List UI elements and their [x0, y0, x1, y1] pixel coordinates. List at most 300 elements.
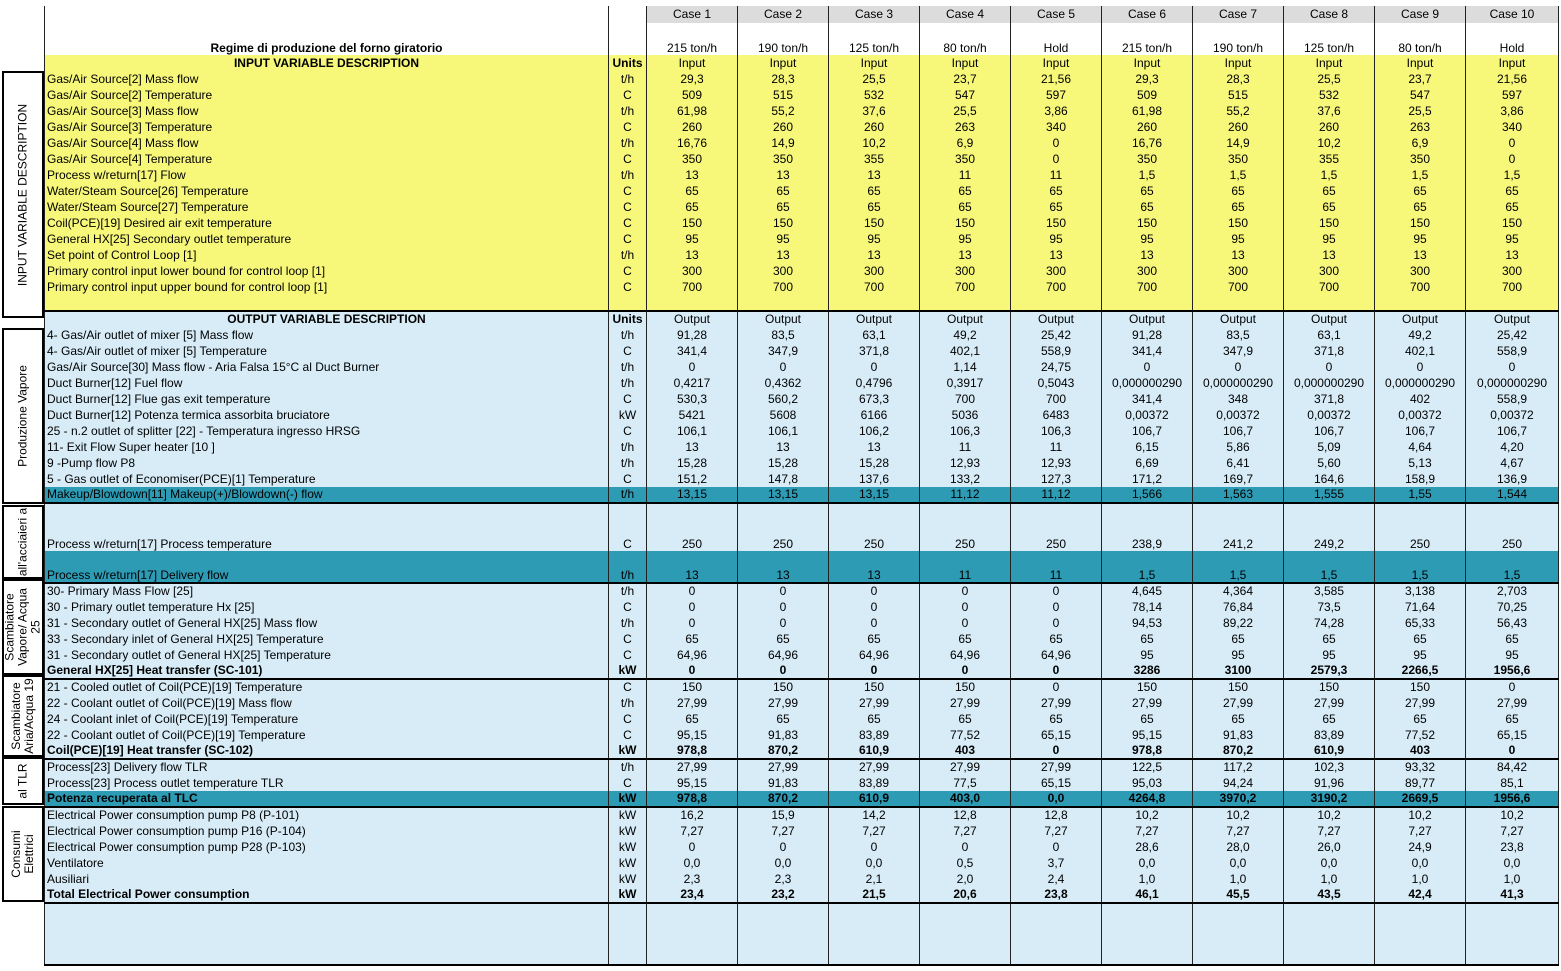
row-value: 95,15: [1102, 727, 1193, 743]
produzione-row: [45, 391, 1559, 407]
row-units: kW: [609, 407, 647, 423]
input-col-label: Input: [647, 55, 738, 71]
row-value: 0,000000290: [1375, 375, 1466, 391]
row-value: 5036: [920, 407, 1011, 423]
row-value: 21,5: [829, 887, 920, 903]
row-value: 870,2: [738, 743, 829, 759]
case-regime: Hold: [1011, 23, 1102, 55]
row-units: C: [609, 471, 647, 487]
spacer: [1193, 503, 1284, 519]
row-value: 0: [1466, 743, 1559, 759]
row-description: Process[23] Process outlet temperature TLR: [45, 775, 609, 791]
row-value: 700: [1466, 279, 1559, 295]
row-value: 95: [1193, 647, 1284, 663]
row-value: 171,2: [1102, 471, 1193, 487]
row-value: 0: [1466, 135, 1559, 151]
row-units: C: [609, 199, 647, 215]
row-value: 11,12: [920, 487, 1011, 503]
row-value: 65: [829, 631, 920, 647]
row-value: 73,5: [1284, 599, 1375, 615]
spacer: [1466, 903, 1559, 965]
regime-header-row: [45, 23, 1559, 55]
row-units: t/h: [609, 71, 647, 87]
row-value: 340: [1011, 119, 1102, 135]
row-value: 27,99: [920, 759, 1011, 775]
row-description: Gas/Air Source[2] Mass flow: [45, 71, 609, 87]
row-value: 127,3: [1011, 471, 1102, 487]
row-value: 0: [738, 583, 829, 599]
row-value: 1956,6: [1466, 791, 1559, 807]
row-value: 6,9: [920, 135, 1011, 151]
row-value: 4,64: [1375, 439, 1466, 455]
row-value: 65: [1011, 711, 1102, 727]
row-value: 77,5: [920, 775, 1011, 791]
row-value: 700: [920, 391, 1011, 407]
row-value: 300: [1466, 263, 1559, 279]
row-value: 4,20: [1466, 439, 1559, 455]
case-name: Case 7: [1193, 6, 1284, 23]
spacer: [1284, 503, 1375, 519]
row-value: 65: [1375, 183, 1466, 199]
row-units: C: [609, 679, 647, 695]
row-value: 95,03: [1102, 775, 1193, 791]
row-value: 95: [1102, 231, 1193, 247]
spacer: [920, 503, 1011, 519]
row-value: 24,9: [1375, 839, 1466, 855]
row-value: 515: [1193, 87, 1284, 103]
row-value: 150: [1284, 679, 1375, 695]
row-value: 300: [1284, 263, 1375, 279]
row-value: 41,3: [1466, 887, 1559, 903]
row-value: 341,4: [1102, 391, 1193, 407]
units-header-output: Units: [609, 311, 647, 327]
acciaieria-spacer: [45, 503, 1559, 519]
row-value: 700: [1375, 279, 1466, 295]
row-description: 30 - Primary outlet temperature Hx [25]: [45, 599, 609, 615]
row-value: 3,86: [1011, 103, 1102, 119]
row-value: 347,9: [1193, 343, 1284, 359]
row-value: 371,8: [1284, 391, 1375, 407]
row-units: t/h: [609, 247, 647, 263]
row-value: 978,8: [647, 791, 738, 807]
tlr-row: [45, 759, 1559, 775]
row-value: 13: [738, 247, 829, 263]
row-value: 1,5: [1466, 167, 1559, 183]
row-value: 0: [1011, 679, 1102, 695]
output-col-label: Output: [920, 311, 1011, 327]
row-value: 870,2: [1193, 743, 1284, 759]
row-value: 65: [1466, 711, 1559, 727]
row-value: 61,98: [1102, 103, 1193, 119]
spacer: [1466, 503, 1559, 519]
row-value: 83,89: [829, 775, 920, 791]
header-units-blank: [609, 23, 647, 55]
case-regime: Hold: [1466, 23, 1559, 55]
row-value: 136,9: [1466, 471, 1559, 487]
row-value: 1,555: [1284, 487, 1375, 503]
group-label-scambiatore-25: [2, 579, 44, 675]
spacer: [1193, 295, 1284, 311]
case-regime: 125 ton/h: [1284, 23, 1375, 55]
row-value: 7,27: [1102, 823, 1193, 839]
row-description: Electrical Power consumption pump P16 (P-104): [45, 823, 609, 839]
row-value: 0: [647, 615, 738, 631]
row-value: 106,7: [1466, 423, 1559, 439]
row-value: 4,67: [1466, 455, 1559, 471]
row-value: 403,0: [920, 791, 1011, 807]
row-value: 558,9: [1466, 391, 1559, 407]
row-units: C: [609, 711, 647, 727]
row-value: 65: [1284, 183, 1375, 199]
row-value: 0,000000290: [1284, 375, 1375, 391]
row-value: 3,86: [1466, 103, 1559, 119]
row-value: 341,4: [1102, 343, 1193, 359]
input-row: [45, 151, 1559, 167]
row-value: 3100: [1193, 663, 1284, 679]
spacer: [829, 295, 920, 311]
scambiatore25-row: [45, 647, 1559, 663]
row-value: 158,9: [1375, 471, 1466, 487]
row-description: Potenza recuperata al TLC: [45, 791, 609, 807]
produzione-row: [45, 407, 1559, 423]
row-units: kW: [609, 663, 647, 679]
row-value: 700: [1193, 279, 1284, 295]
row-value: 5421: [647, 407, 738, 423]
row-value: 0,5: [920, 855, 1011, 871]
row-value: 0,00372: [1193, 407, 1284, 423]
row-value: 0: [920, 839, 1011, 855]
row-description: Coil(PCE)[19] Heat transfer (SC-102): [45, 743, 609, 759]
row-value: 150: [1284, 215, 1375, 231]
row-value: 402: [1375, 391, 1466, 407]
row-value: 597: [1011, 87, 1102, 103]
row-value: 0: [647, 663, 738, 679]
row-value: 11: [920, 439, 1011, 455]
group-label-consumi-text: Consumi Elettrici: [9, 830, 36, 878]
row-value: 65: [1102, 199, 1193, 215]
row-value: 64,96: [829, 647, 920, 663]
scambiatore25-row: [45, 599, 1559, 615]
row-value: 65: [1466, 183, 1559, 199]
row-value: 20,6: [920, 887, 1011, 903]
row-value: 95: [1375, 647, 1466, 663]
row-units: t/h: [609, 615, 647, 631]
row-value: 1,0: [1375, 871, 1466, 887]
row-value: 0: [1011, 615, 1102, 631]
row-value: 13: [647, 167, 738, 183]
row-value: 13: [738, 439, 829, 455]
tlr-row: [45, 791, 1559, 807]
row-value: 91,83: [738, 727, 829, 743]
row-value: 15,28: [738, 455, 829, 471]
row-description: Process w/return[17] Process temperature: [45, 519, 609, 551]
row-value: 14,9: [1193, 135, 1284, 151]
scambiatore19-row: [45, 743, 1559, 759]
spacer: [1193, 903, 1284, 965]
row-description: 21 - Cooled outlet of Coil(PCE)[19] Temperature: [45, 679, 609, 695]
row-value: 0: [1466, 359, 1559, 375]
row-value: 300: [920, 263, 1011, 279]
row-value: 25,42: [1466, 327, 1559, 343]
row-value: 26,0: [1284, 839, 1375, 855]
row-value: 65: [1284, 199, 1375, 215]
row-description: Duct Burner[12] Potenza termica assorbita bruciatore: [45, 407, 609, 423]
row-value: 65: [647, 631, 738, 647]
row-description: Primary control input lower bound for control loop [1]: [45, 263, 609, 279]
row-units: C: [609, 215, 647, 231]
row-value: 700: [920, 279, 1011, 295]
row-value: 13: [738, 167, 829, 183]
row-value: 0: [647, 359, 738, 375]
row-value: 1,5: [1284, 167, 1375, 183]
row-value: 249,2: [1284, 519, 1375, 551]
scambiatore19-row: [45, 679, 1559, 695]
row-value: 300: [738, 263, 829, 279]
spacer: [1466, 295, 1559, 311]
row-value: 14,2: [829, 807, 920, 823]
spacer: [738, 903, 829, 965]
row-value: 14,9: [738, 135, 829, 151]
produzione-row: [45, 359, 1559, 375]
row-value: 700: [1284, 279, 1375, 295]
row-units: t/h: [609, 695, 647, 711]
produzione-row: [45, 423, 1559, 439]
row-value: 11: [920, 167, 1011, 183]
output-col-label: Output: [647, 311, 738, 327]
row-value: 0: [1193, 359, 1284, 375]
row-value: 27,99: [920, 695, 1011, 711]
row-value: 2,703: [1466, 583, 1559, 599]
row-value: 65: [1011, 199, 1102, 215]
input-col-label: Input: [829, 55, 920, 71]
consumi-row: [45, 887, 1559, 903]
row-description: Water/Steam Source[27] Temperature: [45, 199, 609, 215]
row-value: 402,1: [920, 343, 1011, 359]
row-value: 7,27: [829, 823, 920, 839]
row-value: 4,364: [1193, 583, 1284, 599]
row-description: Gas/Air Source[4] Temperature: [45, 151, 609, 167]
row-value: 260: [647, 119, 738, 135]
row-units: t/h: [609, 375, 647, 391]
row-description: 5 - Gas outlet of Economiser(PCE)[1] Temperature: [45, 471, 609, 487]
row-value: 95: [647, 231, 738, 247]
row-value: 150: [920, 215, 1011, 231]
row-value: 83,5: [1193, 327, 1284, 343]
row-description: 33 - Secondary inlet of General HX[25] Temperature: [45, 631, 609, 647]
header-blank: [45, 6, 609, 23]
input-col-label: Input: [1375, 55, 1466, 71]
row-value: 348: [1193, 391, 1284, 407]
row-value: 0,5043: [1011, 375, 1102, 391]
row-value: 56,43: [1466, 615, 1559, 631]
row-units: t/h: [609, 487, 647, 503]
row-description: Duct Burner[12] Flue gas exit temperature: [45, 391, 609, 407]
case-name: Case 10: [1466, 6, 1559, 23]
row-value: 12,93: [1011, 455, 1102, 471]
row-description: Process w/return[17] Delivery flow: [45, 551, 609, 583]
input-row: [45, 71, 1559, 87]
row-value: 515: [738, 87, 829, 103]
row-value: 0,0: [1284, 855, 1375, 871]
row-value: 13: [1466, 247, 1559, 263]
row-value: 1,5: [1375, 551, 1466, 583]
row-value: 10,2: [1193, 807, 1284, 823]
row-value: 13: [1375, 247, 1466, 263]
row-value: 45,5: [1193, 887, 1284, 903]
row-value: 27,99: [1011, 759, 1102, 775]
row-value: 65: [1102, 183, 1193, 199]
output-col-label: Output: [1466, 311, 1559, 327]
row-value: 558,9: [1011, 343, 1102, 359]
spacer: [609, 295, 647, 311]
row-value: 700: [1102, 279, 1193, 295]
spacer: [1284, 903, 1375, 965]
row-value: 65: [1375, 711, 1466, 727]
spacer: [609, 503, 647, 519]
row-value: 95: [920, 231, 1011, 247]
row-value: 95: [1193, 231, 1284, 247]
row-value: 530,3: [647, 391, 738, 407]
spacer: [1375, 295, 1466, 311]
row-value: 0,0: [1011, 791, 1102, 807]
row-value: 6483: [1011, 407, 1102, 423]
case-header-row: [45, 6, 1559, 23]
case-regime: 190 ton/h: [1193, 23, 1284, 55]
trailing-blank-row: [45, 903, 1559, 965]
row-value: 25,42: [1011, 327, 1102, 343]
row-units: t/h: [609, 439, 647, 455]
row-value: 49,2: [1375, 327, 1466, 343]
row-value: 250: [647, 519, 738, 551]
row-value: 0: [738, 599, 829, 615]
row-value: 65: [1193, 711, 1284, 727]
row-value: 13: [647, 247, 738, 263]
row-value: 150: [738, 679, 829, 695]
spacer: [45, 503, 609, 519]
row-description: Duct Burner[12] Fuel flow: [45, 375, 609, 391]
row-value: 3,138: [1375, 583, 1466, 599]
row-value: 16,2: [647, 807, 738, 823]
row-units: C: [609, 151, 647, 167]
input-col-label: Input: [1011, 55, 1102, 71]
row-description: 4- Gas/Air outlet of mixer [5] Mass flow: [45, 327, 609, 343]
row-value: 13: [829, 551, 920, 583]
row-value: 23,4: [647, 887, 738, 903]
row-value: 260: [1193, 119, 1284, 135]
row-value: 25,5: [1284, 71, 1375, 87]
row-value: 250: [1375, 519, 1466, 551]
case-regime: 80 ton/h: [920, 23, 1011, 55]
row-value: 13,15: [829, 487, 920, 503]
row-value: 29,3: [647, 71, 738, 87]
row-units: C: [609, 391, 647, 407]
row-units: t/h: [609, 551, 647, 583]
row-value: 0: [1011, 599, 1102, 615]
row-value: 350: [738, 151, 829, 167]
row-value: 1,0: [1193, 871, 1284, 887]
row-value: 0: [920, 599, 1011, 615]
row-value: 300: [1011, 263, 1102, 279]
case-name: Case 1: [647, 6, 738, 23]
row-units: C: [609, 647, 647, 663]
row-value: 2,0: [920, 871, 1011, 887]
row-value: 0,00372: [1466, 407, 1559, 423]
row-value: 65: [1193, 183, 1284, 199]
row-value: 95: [1284, 647, 1375, 663]
row-value: 300: [1375, 263, 1466, 279]
row-value: 1,0: [1102, 871, 1193, 887]
row-value: 0: [738, 839, 829, 855]
row-value: 11: [1011, 439, 1102, 455]
case-name: Case 3: [829, 6, 920, 23]
group-label-scambiatore-19-text: Scambiatore Aria/Acqua 19: [9, 678, 36, 754]
row-description: 25 - n.2 outlet of splitter [22] - Temperatura ingresso HRSG: [45, 423, 609, 439]
row-description: Ausiliari: [45, 871, 609, 887]
row-description: Gas/Air Source[2] Temperature: [45, 87, 609, 103]
row-value: 350: [1193, 151, 1284, 167]
row-value: 5608: [738, 407, 829, 423]
row-value: 85,1: [1466, 775, 1559, 791]
row-value: 0,000000290: [1193, 375, 1284, 391]
row-value: 70,25: [1466, 599, 1559, 615]
input-row: [45, 215, 1559, 231]
row-value: 150: [1375, 215, 1466, 231]
row-value: 25,5: [920, 103, 1011, 119]
row-value: 27,99: [1011, 695, 1102, 711]
row-value: 1,5: [1102, 167, 1193, 183]
row-value: 371,8: [1284, 343, 1375, 359]
row-units: kW: [609, 871, 647, 887]
row-value: 300: [647, 263, 738, 279]
spacer: [1011, 295, 1102, 311]
row-value: 0: [1466, 151, 1559, 167]
row-value: 65: [1284, 631, 1375, 647]
row-value: 16,76: [647, 135, 738, 151]
row-value: 25,5: [1375, 103, 1466, 119]
row-value: 403: [1375, 743, 1466, 759]
row-value: 89,22: [1193, 615, 1284, 631]
row-value: 151,2: [647, 471, 738, 487]
row-value: 65: [647, 183, 738, 199]
row-value: 65: [1193, 631, 1284, 647]
input-col-label: Input: [920, 55, 1011, 71]
row-value: 27,99: [1466, 695, 1559, 711]
row-value: 700: [1011, 279, 1102, 295]
row-value: 13: [1193, 247, 1284, 263]
row-value: 0: [1011, 743, 1102, 759]
produzione-row: [45, 439, 1559, 455]
row-value: 65: [920, 711, 1011, 727]
row-value: 241,2: [1193, 519, 1284, 551]
row-value: 65: [1466, 199, 1559, 215]
row-value: 106,3: [920, 423, 1011, 439]
row-value: 350: [1102, 151, 1193, 167]
row-value: 0,0: [647, 855, 738, 871]
row-value: 65: [1375, 199, 1466, 215]
row-units: C: [609, 279, 647, 295]
scambiatore19-row: [45, 695, 1559, 711]
scambiatore25-row: [45, 631, 1559, 647]
output-col-label: Output: [1011, 311, 1102, 327]
row-value: 0: [647, 839, 738, 855]
row-units: t/h: [609, 359, 647, 375]
input-row: [45, 167, 1559, 183]
input-caption: INPUT VARIABLE DESCRIPTION: [45, 55, 609, 71]
row-value: 2,4: [1011, 871, 1102, 887]
row-value: 106,7: [1375, 423, 1466, 439]
row-value: 13: [647, 551, 738, 583]
row-units: C: [609, 423, 647, 439]
